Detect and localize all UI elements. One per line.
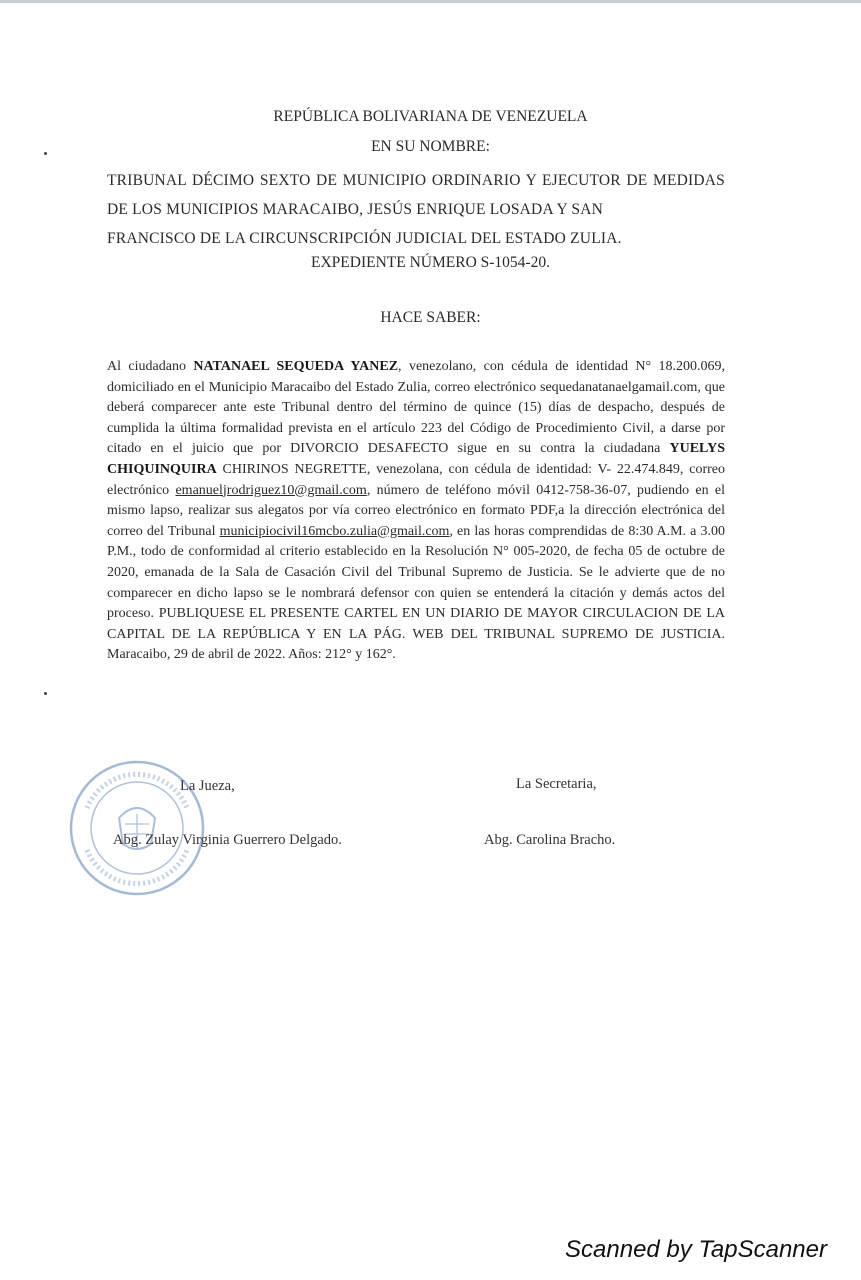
scan-edge-line	[0, 0, 861, 3]
court-email-link[interactable]: municipiocivil16mcbo.zulia@gmail.com	[219, 523, 450, 539]
body-text-4: , número de teléfono móvil 0412-758-36-07, pudiendo en el mismo lapso, realizar sus alegatos por vía correo electrónico en formato PDF,a la dirección electrónica del correo del Tribunal	[107, 482, 725, 539]
judge-name: Abg. Zulay Virginia Guerrero Delgado.	[113, 832, 342, 848]
body-text-3: CHIRINOS NEGRETTE, venezolana, con cédula de identidad: V- 22.474.849, correo electrónico	[107, 461, 725, 498]
scan-speck	[44, 692, 47, 695]
secretary-name: Abg. Carolina Bracho.	[484, 832, 616, 848]
court-name-part-1: TRIBUNAL DÉCIMO SEXTO DE MUNICIPIO ORDINARIO Y EJECUTOR DE MEDIDAS DE LOS MUNICIPIOS MARACAIBO, JESÚS ENRIQUE LOSADA Y SAN	[107, 172, 725, 218]
court-name	[107, 166, 725, 253]
judge-title: La Jueza,	[180, 778, 235, 794]
body-text-1: Al ciudadano	[107, 359, 194, 374]
secretary-title: La Secretaria,	[516, 776, 597, 792]
defendant-name: NATANAEL SEQUEDA YANEZ	[193, 359, 399, 374]
plaintiff-name: YUELYS CHIQUINQUIRA	[107, 441, 725, 477]
hace-saber-heading: HACE SABER:	[380, 309, 481, 326]
notice-body	[107, 357, 725, 666]
body-text-5: , en las horas comprendidas de 8:30 A.M. a 3.00 P.M., todo de conformidad al criterio establecido en la Resolución N° 005-2020, de fecha 05 de octubre de 2020, emanada de la Sala de Casación Civil del Tribunal Supremo de Justicia. Se le advierte que de no comparecer en dicho lapso se le nombrará defensor con quien se entenderá la citación y demás actos del proceso. PUBLIQUESE EL PRESENTE CARTEL EN UN DIARIO DE MAYOR CIRCULACION DE LA CAPITAL DE LA REPÚBLICA Y EN LA PÁG. WEB DEL TRIBUNAL SUPREMO DE JUSTICIA. Maracaibo, 29 de abril de 2022. Años: 212° y 162°.	[107, 523, 725, 663]
en-su-nombre: EN SU NOMBRE:	[371, 138, 490, 155]
court-name-part-2: FRANCISCO DE LA CIRCUNSCRIPCIÓN JUDICIAL DEL ESTADO ZULIA.	[107, 230, 622, 247]
scanner-watermark: Scanned by TapScanner	[565, 1236, 827, 1263]
republic-heading: REPÚBLICA BOLIVARIANA DE VENEZUELA	[273, 108, 588, 125]
plaintiff-email-link[interactable]: emanueljrodriguez10@gmail.com	[175, 482, 367, 498]
expediente-number: EXPEDIENTE NÚMERO S-1054-20.	[311, 254, 550, 271]
body-text-2: , venezolano, con cédula de identidad N° 18.200.069, domiciliado en el Municipio Maracaibo del Estado Zulia, correo electrónico sequedanatanaelgamail.com, que deberá comparecer ante este Tribunal dentro del término de quince (15) días de despacho, después de cumplida la última formalidad prevista en el artículo 223 del Código de Procedimiento Civil, a darse por citado en el juicio que por DIVORCIO DESAFECTO sigue en su contra la ciudadana	[107, 359, 725, 457]
